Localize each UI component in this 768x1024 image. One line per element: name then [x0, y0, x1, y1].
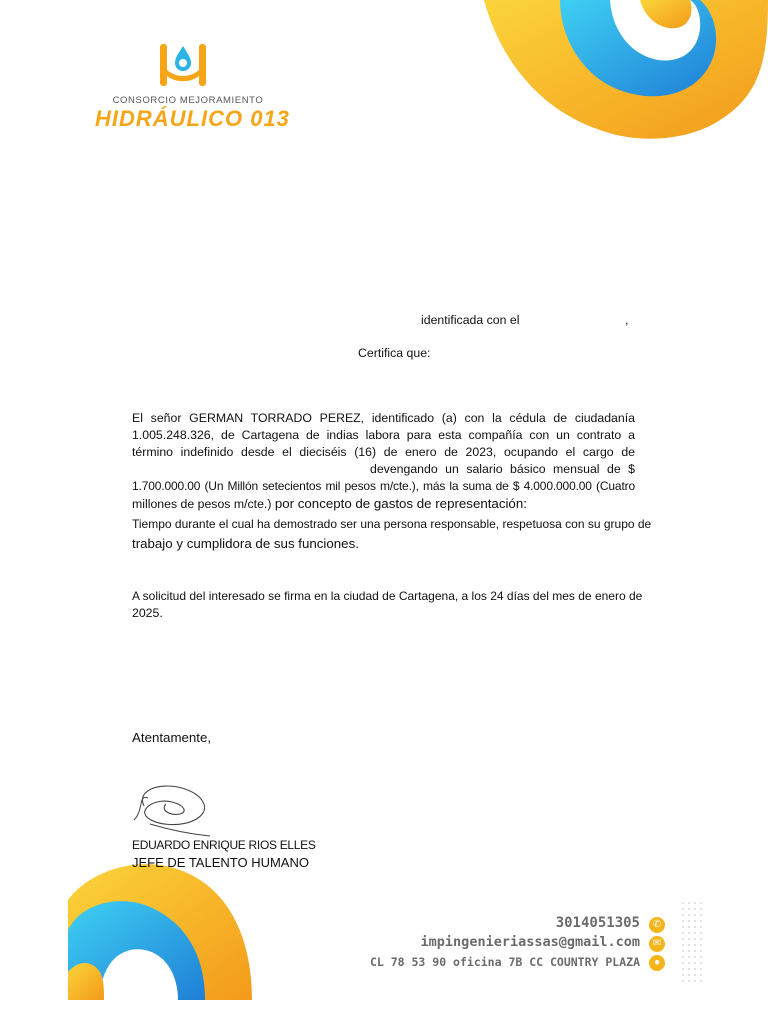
- para3-line-1: A solicitud del interesado se firma en la ciudad de Cartagena, a los 24 días del mes de enero de: [132, 589, 643, 603]
- body-paragraph-2: [132, 516, 652, 552]
- certifies-heading: Certifica que:: [358, 346, 431, 360]
- identified-comma: ,: [625, 313, 629, 327]
- body-line-4: devengando un salario básico mensual de $: [370, 462, 635, 476]
- signer-name: EDUARDO ENRIQUE RIOS ELLES: [132, 838, 316, 852]
- logo-h-icon: [158, 42, 208, 88]
- signature-image: [130, 780, 220, 838]
- body-line-3: término indefinido desde el dieciséis (16) de enero de 2023, ocupando el cargo de: [132, 445, 635, 459]
- contact-address: CL 78 53 90 oficina 7B CC COUNTRY PLAZA: [369, 955, 640, 969]
- para2-line-2: trabajo y cumplidora de sus funciones.: [132, 536, 359, 551]
- dot-pattern-decoration: [680, 900, 706, 990]
- contact-email: impingenieriassas@gmail.com: [420, 934, 640, 950]
- para3-line-2: 2025.: [132, 606, 163, 620]
- body-paragraph-1: [132, 410, 635, 513]
- body-line-1: El señor GERMAN TORRADO PEREZ, identificado (a) con la cédula de ciudadanía: [132, 411, 635, 425]
- phone-icon: ✆: [649, 917, 665, 933]
- identified-text: identificada con el: [421, 313, 520, 327]
- body-line-6b: por concepto de gastos de representación:: [274, 496, 527, 511]
- contact-phone: 3014051305: [555, 915, 640, 931]
- location-pin-icon: ●: [649, 955, 665, 971]
- email-icon: ✉: [649, 936, 665, 952]
- signer-title: JEFE DE TALENTO HUMANO: [132, 855, 309, 870]
- logo-subtitle: CONSORCIO MEJORAMIENTO: [112, 95, 264, 106]
- body-paragraph-3: [132, 588, 642, 622]
- para2-line-1: Tiempo durante el cual ha demostrado ser una persona responsable, respetuosa con su grupo de: [132, 517, 652, 531]
- regards: Atentamente,: [132, 730, 212, 745]
- body-line-5: 1.700.000.00 (Un Millón setecientos mil pesos m/cte.), más la suma de $ 4.000.000.00 (Cuatro: [132, 479, 635, 493]
- body-line-6a: millones de pesos m/cte.): [132, 497, 272, 511]
- body-line-2: 1.005.248.326, de Cartagena de indias labora para esta compañía con un contrato a: [132, 428, 635, 442]
- logo-name: HIDRÁULICO 013: [95, 106, 290, 131]
